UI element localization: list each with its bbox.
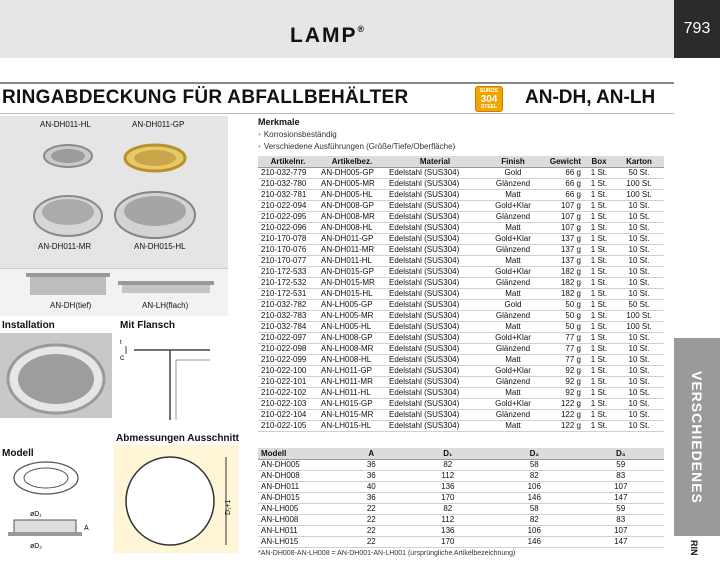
table-cell: 66 g bbox=[542, 167, 584, 178]
table-cell: AN-DH011-HL bbox=[318, 255, 386, 266]
table-cell: 10 St. bbox=[614, 244, 664, 255]
table-cell: Matt bbox=[484, 354, 542, 365]
table-cell: AN-LH008-MR bbox=[318, 343, 386, 354]
column-header: D₁ bbox=[405, 448, 491, 459]
table-cell: 59 bbox=[578, 503, 664, 514]
table-cell: AN-LH008-HL bbox=[318, 354, 386, 365]
table-cell: 106 bbox=[491, 525, 577, 536]
table-cell: 10 St. bbox=[614, 288, 664, 299]
table-cell: AN-LH011-GP bbox=[318, 365, 386, 376]
feature-item: • Korrosionsbeständig bbox=[258, 129, 455, 141]
table-cell: 1 St. bbox=[584, 376, 614, 387]
table-cell: AN-DH005-MR bbox=[318, 178, 386, 189]
table-cell: 146 bbox=[491, 536, 577, 547]
table-cell: Edelstahl (SUS304) bbox=[386, 211, 484, 222]
table-cell: AN-DH008 bbox=[258, 470, 338, 481]
model-dimension-diagram bbox=[0, 460, 112, 552]
column-header: Artikelnr. bbox=[258, 156, 318, 167]
table-cell: AN-LH011-HL bbox=[318, 387, 386, 398]
table-cell: 10 St. bbox=[614, 255, 664, 266]
table-cell: Gold bbox=[484, 299, 542, 310]
table-cell: AN-DH008-MR bbox=[318, 211, 386, 222]
table-cell: 1 St. bbox=[584, 288, 614, 299]
table-cell: Glänzend bbox=[484, 376, 542, 387]
table-cell: 100 St. bbox=[614, 321, 664, 332]
header-band bbox=[0, 0, 674, 58]
table-cell: 210-032-779 bbox=[258, 167, 318, 178]
table-row bbox=[258, 514, 664, 525]
table-cell: 40 bbox=[338, 481, 405, 492]
table-cell: 182 g bbox=[542, 288, 584, 299]
table-cell: AN-DH011-MR bbox=[318, 244, 386, 255]
table-cell: Edelstahl (SUS304) bbox=[386, 420, 484, 431]
ring-profile-image bbox=[0, 269, 228, 317]
table-cell: 1 St. bbox=[584, 211, 614, 222]
table-cell: Edelstahl (SUS304) bbox=[386, 343, 484, 354]
section-side-tab[interactable]: VERSCHIEDENES bbox=[674, 338, 720, 536]
profile-label: AN-DH(tief) bbox=[50, 301, 92, 310]
table-row bbox=[258, 525, 664, 536]
table-row bbox=[258, 459, 664, 470]
ausschnitt-heading: Abmessungen Ausschnitt bbox=[116, 433, 239, 444]
table-cell: 10 St. bbox=[614, 277, 664, 288]
table-cell: 10 St. bbox=[614, 343, 664, 354]
table-cell: Edelstahl (SUS304) bbox=[386, 365, 484, 376]
table-cell: Edelstahl (SUS304) bbox=[386, 233, 484, 244]
table-cell: AN-DH008-HL bbox=[318, 222, 386, 233]
column-header: D₂ bbox=[491, 448, 577, 459]
table-cell: 146 bbox=[491, 492, 577, 503]
table-row bbox=[258, 189, 664, 200]
table-cell: 50 St. bbox=[614, 299, 664, 310]
table-cell: 147 bbox=[578, 492, 664, 503]
table-cell: 10 St. bbox=[614, 332, 664, 343]
table-cell: AN-LH005-GP bbox=[318, 299, 386, 310]
table-row bbox=[258, 299, 664, 310]
table-cell: 210-022-096 bbox=[258, 222, 318, 233]
dim-d2: øD₂ bbox=[30, 543, 43, 550]
table-row bbox=[258, 167, 664, 178]
table-cell: 210-022-097 bbox=[258, 332, 318, 343]
table-cell: Edelstahl (SUS304) bbox=[386, 398, 484, 409]
table-cell: 1 St. bbox=[584, 420, 614, 431]
table-cell: 210-022-101 bbox=[258, 376, 318, 387]
table-cell: 1 St. bbox=[584, 222, 614, 233]
table-cell: 59 bbox=[578, 459, 664, 470]
features-heading: Merkmale bbox=[258, 117, 300, 127]
table-row bbox=[258, 376, 664, 387]
dim-c: C bbox=[120, 356, 125, 362]
dim-d1-plus: D₁+1 bbox=[225, 499, 232, 515]
table-cell: 210-172-532 bbox=[258, 277, 318, 288]
table-cell: Edelstahl (SUS304) bbox=[386, 244, 484, 255]
table-cell: 22 bbox=[338, 514, 405, 525]
table-cell: Matt bbox=[484, 288, 542, 299]
features-block bbox=[258, 117, 455, 153]
table-cell: Matt bbox=[484, 255, 542, 266]
table-row bbox=[258, 332, 664, 343]
table-cell: AN-LH005 bbox=[258, 503, 338, 514]
table-cell: Edelstahl (SUS304) bbox=[386, 189, 484, 200]
table-cell: Edelstahl (SUS304) bbox=[386, 222, 484, 233]
table-cell: Edelstahl (SUS304) bbox=[386, 387, 484, 398]
dim-a: A bbox=[84, 525, 89, 532]
table-cell: 10 St. bbox=[614, 420, 664, 431]
table-cell: AN-DH005-GP bbox=[318, 167, 386, 178]
table-cell: 210-170-077 bbox=[258, 255, 318, 266]
page-number: 793 bbox=[674, 0, 720, 58]
table-cell: 1 St. bbox=[584, 409, 614, 420]
table-row bbox=[258, 266, 664, 277]
table-cell: 1 St. bbox=[584, 354, 614, 365]
table-cell: 107 g bbox=[542, 211, 584, 222]
table-cell: 106 bbox=[491, 481, 577, 492]
table-cell: 210-022-100 bbox=[258, 365, 318, 376]
table-cell: 1 St. bbox=[584, 321, 614, 332]
table-cell: 77 g bbox=[542, 343, 584, 354]
table-row bbox=[258, 354, 664, 365]
modell-heading: Modell bbox=[2, 448, 34, 459]
table-cell: 36 bbox=[338, 470, 405, 481]
cutout-diagram bbox=[114, 445, 238, 553]
table-cell: Gold bbox=[484, 167, 542, 178]
table-cell: 210-022-098 bbox=[258, 343, 318, 354]
product-photo-panel bbox=[0, 116, 228, 268]
table-cell: Edelstahl (SUS304) bbox=[386, 200, 484, 211]
product-table bbox=[258, 156, 664, 432]
table-row bbox=[258, 492, 664, 503]
table-cell: 50 g bbox=[542, 321, 584, 332]
table-cell: 210-032-782 bbox=[258, 299, 318, 310]
table-cell: AN-LH008-GP bbox=[318, 332, 386, 343]
table-cell: 1 St. bbox=[584, 365, 614, 376]
table-cell: Edelstahl (SUS304) bbox=[386, 332, 484, 343]
table-row bbox=[258, 178, 664, 189]
table-cell: Glänzend bbox=[484, 178, 542, 189]
table-cell: 10 St. bbox=[614, 233, 664, 244]
table-row bbox=[258, 420, 664, 431]
table-cell: 210-170-078 bbox=[258, 233, 318, 244]
table-cell: 1 St. bbox=[584, 255, 614, 266]
table-cell: 92 g bbox=[542, 365, 584, 376]
table-row bbox=[258, 288, 664, 299]
table-cell: Glänzend bbox=[484, 409, 542, 420]
table-cell: AN-DH015 bbox=[258, 492, 338, 503]
table-cell: 100 St. bbox=[614, 189, 664, 200]
table-cell: 210-022-103 bbox=[258, 398, 318, 409]
table-cell: AN-LH008 bbox=[258, 514, 338, 525]
table-cell: 50 g bbox=[542, 299, 584, 310]
table-cell: Edelstahl (SUS304) bbox=[386, 354, 484, 365]
table-cell: Gold+Klar bbox=[484, 233, 542, 244]
table-cell: 10 St. bbox=[614, 266, 664, 277]
table-cell: Edelstahl (SUS304) bbox=[386, 376, 484, 387]
table-cell: 122 g bbox=[542, 398, 584, 409]
table-cell: 10 St. bbox=[614, 354, 664, 365]
table-cell: Edelstahl (SUS304) bbox=[386, 299, 484, 310]
table-cell: 10 St. bbox=[614, 200, 664, 211]
table-cell: 82 bbox=[491, 514, 577, 525]
table-cell: 10 St. bbox=[614, 222, 664, 233]
column-header: A bbox=[338, 448, 405, 459]
table-cell: AN-LH011 bbox=[258, 525, 338, 536]
table-cell: 1 St. bbox=[584, 387, 614, 398]
table-cell: 210-022-102 bbox=[258, 387, 318, 398]
table-cell: Gold+Klar bbox=[484, 365, 542, 376]
table-cell: 92 g bbox=[542, 376, 584, 387]
table-row bbox=[258, 310, 664, 321]
table-cell: 136 bbox=[405, 525, 491, 536]
profile-photo-panel bbox=[0, 268, 228, 316]
table-cell: 10 St. bbox=[614, 409, 664, 420]
table-cell: 210-170-076 bbox=[258, 244, 318, 255]
table-header-row bbox=[258, 156, 664, 167]
table-cell: 66 g bbox=[542, 189, 584, 200]
dim-d1: øD₁ bbox=[30, 511, 42, 518]
table-cell: 92 g bbox=[542, 387, 584, 398]
photo-label: AN-DH011-HL bbox=[40, 120, 91, 129]
table-row bbox=[258, 536, 664, 547]
table-cell: Edelstahl (SUS304) bbox=[386, 409, 484, 420]
column-header: Modell bbox=[258, 448, 338, 459]
table-cell: Glänzend bbox=[484, 277, 542, 288]
table-cell: Glänzend bbox=[484, 244, 542, 255]
table-cell: Gold+Klar bbox=[484, 266, 542, 277]
table-cell: 147 bbox=[578, 536, 664, 547]
table-row bbox=[258, 365, 664, 376]
table-cell: 1 St. bbox=[584, 200, 614, 211]
table-cell: Matt bbox=[484, 321, 542, 332]
table-cell: Matt bbox=[484, 189, 542, 200]
table-row bbox=[258, 343, 664, 354]
table-cell: 210-022-095 bbox=[258, 211, 318, 222]
table-cell: Edelstahl (SUS304) bbox=[386, 255, 484, 266]
table-cell: 82 bbox=[405, 503, 491, 514]
flansch-heading: Mit Flansch bbox=[120, 320, 176, 331]
table-cell: 210-032-784 bbox=[258, 321, 318, 332]
table-cell: 107 bbox=[578, 525, 664, 536]
table-cell: 107 g bbox=[542, 200, 584, 211]
table-cell: Edelstahl (SUS304) bbox=[386, 288, 484, 299]
table-cell: 1 St. bbox=[584, 167, 614, 178]
table-cell: 1 St. bbox=[584, 233, 614, 244]
table-cell: 83 bbox=[578, 470, 664, 481]
table-cell: AN-DH015-HL bbox=[318, 288, 386, 299]
table-row bbox=[258, 255, 664, 266]
table-cell: AN-DH011 bbox=[258, 481, 338, 492]
table-cell: 10 St. bbox=[614, 376, 664, 387]
table-cell: 100 St. bbox=[614, 178, 664, 189]
table-cell: 82 bbox=[491, 470, 577, 481]
table-cell: AN-DH011-GP bbox=[318, 233, 386, 244]
table-row bbox=[258, 321, 664, 332]
table-cell: 10 St. bbox=[614, 211, 664, 222]
table-cell: 210-032-780 bbox=[258, 178, 318, 189]
table-cell: 1 St. bbox=[584, 332, 614, 343]
table-cell: AN-LH011-MR bbox=[318, 376, 386, 387]
table-row bbox=[258, 233, 664, 244]
table-cell: 137 g bbox=[542, 233, 584, 244]
table-row bbox=[258, 222, 664, 233]
dimensions-table bbox=[258, 448, 664, 548]
table-cell: 136 bbox=[405, 481, 491, 492]
photo-label: AN-DH015-HL bbox=[134, 242, 186, 251]
table-cell: 1 St. bbox=[584, 398, 614, 409]
table-cell: Edelstahl (SUS304) bbox=[386, 266, 484, 277]
table-cell: 210-172-531 bbox=[258, 288, 318, 299]
table-cell: 1 St. bbox=[584, 310, 614, 321]
table-cell: 210-022-094 bbox=[258, 200, 318, 211]
steel-badge-icon: EUROS 304 STEEL bbox=[475, 86, 503, 112]
table-row bbox=[258, 398, 664, 409]
table-cell: Matt bbox=[484, 420, 542, 431]
table-cell: AN-LH005-MR bbox=[318, 310, 386, 321]
table-cell: 210-032-783 bbox=[258, 310, 318, 321]
table-row bbox=[258, 211, 664, 222]
table-cell: 210-032-781 bbox=[258, 189, 318, 200]
table-cell: Matt bbox=[484, 222, 542, 233]
dim-t: t bbox=[120, 340, 122, 346]
table-cell: 182 g bbox=[542, 277, 584, 288]
table-cell: AN-LH015 bbox=[258, 536, 338, 547]
table-row bbox=[258, 409, 664, 420]
feature-item: • Verschiedene Ausführungen (Größe/Tiefe/Oberfläche) bbox=[258, 141, 455, 153]
column-header: Karton bbox=[614, 156, 664, 167]
page-title: RINGABDECKUNG FÜR ABFALLBEHÄLTER bbox=[2, 87, 409, 108]
table-cell: AN-DH008-GP bbox=[318, 200, 386, 211]
table-cell: 10 St. bbox=[614, 365, 664, 376]
table-row bbox=[258, 503, 664, 514]
installation-heading: Installation bbox=[2, 320, 55, 331]
table-cell: 66 g bbox=[542, 178, 584, 189]
ring-photos-image bbox=[0, 116, 228, 268]
table-cell: 58 bbox=[491, 459, 577, 470]
table-row bbox=[258, 200, 664, 211]
table-cell: 1 St. bbox=[584, 244, 614, 255]
table-cell: 122 g bbox=[542, 409, 584, 420]
table-cell: 10 St. bbox=[614, 387, 664, 398]
table-cell: AN-DH015-GP bbox=[318, 266, 386, 277]
table-row bbox=[258, 470, 664, 481]
table-cell: 1 St. bbox=[584, 189, 614, 200]
table-cell: Edelstahl (SUS304) bbox=[386, 167, 484, 178]
table-cell: Gold+Klar bbox=[484, 332, 542, 343]
column-header: Box bbox=[584, 156, 614, 167]
table-cell: 122 g bbox=[542, 420, 584, 431]
table-cell: Gold+Klar bbox=[484, 200, 542, 211]
brand-logo: LAMP® bbox=[290, 24, 367, 47]
flange-cross-section-diagram bbox=[118, 332, 226, 422]
table-cell: AN-LH015-GP bbox=[318, 398, 386, 409]
table-cell: AN-LH005-HL bbox=[318, 321, 386, 332]
table-cell: 210-022-105 bbox=[258, 420, 318, 431]
table-cell: AN-DH015-MR bbox=[318, 277, 386, 288]
profile-label: AN-LH(flach) bbox=[142, 301, 189, 310]
table-cell: AN-LH015-MR bbox=[318, 409, 386, 420]
table-cell: 210-022-099 bbox=[258, 354, 318, 365]
divider bbox=[0, 82, 674, 84]
table-cell: Glänzend bbox=[484, 211, 542, 222]
photo-label: AN-DH011-GP bbox=[132, 120, 185, 129]
table-cell: 137 g bbox=[542, 255, 584, 266]
model-series-title: AN-DH, AN-LH bbox=[525, 87, 656, 108]
table-row bbox=[258, 244, 664, 255]
column-header: Gewicht bbox=[542, 156, 584, 167]
photo-label: AN-DH011-MR bbox=[38, 242, 92, 251]
table-header-row bbox=[258, 448, 664, 459]
divider bbox=[0, 113, 674, 114]
table-cell: Edelstahl (SUS304) bbox=[386, 321, 484, 332]
table-cell: 1 St. bbox=[584, 277, 614, 288]
table-cell: 82 bbox=[405, 459, 491, 470]
table-cell: 50 g bbox=[542, 310, 584, 321]
table-cell: Glänzend bbox=[484, 310, 542, 321]
footnote: *AN-DH008-AN-LH008 = AN-DH001-AN-LH001 (ursprüngliche Artikelbezeichnung) bbox=[258, 550, 516, 557]
section-side-mini-label: RIN bbox=[689, 540, 699, 556]
table-cell: 107 bbox=[578, 481, 664, 492]
table-cell: 77 g bbox=[542, 332, 584, 343]
table-row bbox=[258, 481, 664, 492]
installation-image bbox=[0, 333, 112, 418]
table-cell: Matt bbox=[484, 387, 542, 398]
column-header: Artikelbez. bbox=[318, 156, 386, 167]
table-cell: 112 bbox=[405, 514, 491, 525]
table-cell: 107 g bbox=[542, 222, 584, 233]
table-cell: AN-DH005 bbox=[258, 459, 338, 470]
table-cell: 170 bbox=[405, 536, 491, 547]
table-cell: 170 bbox=[405, 492, 491, 503]
column-header: Finish bbox=[484, 156, 542, 167]
table-cell: AN-LH015-HL bbox=[318, 420, 386, 431]
table-cell: 10 St. bbox=[614, 398, 664, 409]
table-cell: 22 bbox=[338, 536, 405, 547]
table-cell: 50 St. bbox=[614, 167, 664, 178]
table-cell: 112 bbox=[405, 470, 491, 481]
table-cell: 22 bbox=[338, 525, 405, 536]
column-header: D₃ bbox=[578, 448, 664, 459]
table-cell: Gold+Klar bbox=[484, 398, 542, 409]
table-cell: Edelstahl (SUS304) bbox=[386, 178, 484, 189]
table-row bbox=[258, 387, 664, 398]
table-cell: 210-172-533 bbox=[258, 266, 318, 277]
table-cell: 100 St. bbox=[614, 310, 664, 321]
table-cell: 36 bbox=[338, 459, 405, 470]
table-cell: Edelstahl (SUS304) bbox=[386, 310, 484, 321]
table-cell: 77 g bbox=[542, 354, 584, 365]
table-row bbox=[258, 277, 664, 288]
table-cell: 58 bbox=[491, 503, 577, 514]
table-cell: Edelstahl (SUS304) bbox=[386, 277, 484, 288]
table-cell: 36 bbox=[338, 492, 405, 503]
table-cell: 210-022-104 bbox=[258, 409, 318, 420]
table-cell: 1 St. bbox=[584, 178, 614, 189]
table-cell: 1 St. bbox=[584, 343, 614, 354]
installation-photo bbox=[0, 333, 112, 418]
table-cell: 1 St. bbox=[584, 299, 614, 310]
table-cell: 22 bbox=[338, 503, 405, 514]
table-cell: AN-DH005-HL bbox=[318, 189, 386, 200]
table-cell: 182 g bbox=[542, 266, 584, 277]
table-cell: 83 bbox=[578, 514, 664, 525]
column-header: Material bbox=[386, 156, 484, 167]
table-cell: 1 St. bbox=[584, 266, 614, 277]
table-cell: 137 g bbox=[542, 244, 584, 255]
table-cell: Glänzend bbox=[484, 343, 542, 354]
